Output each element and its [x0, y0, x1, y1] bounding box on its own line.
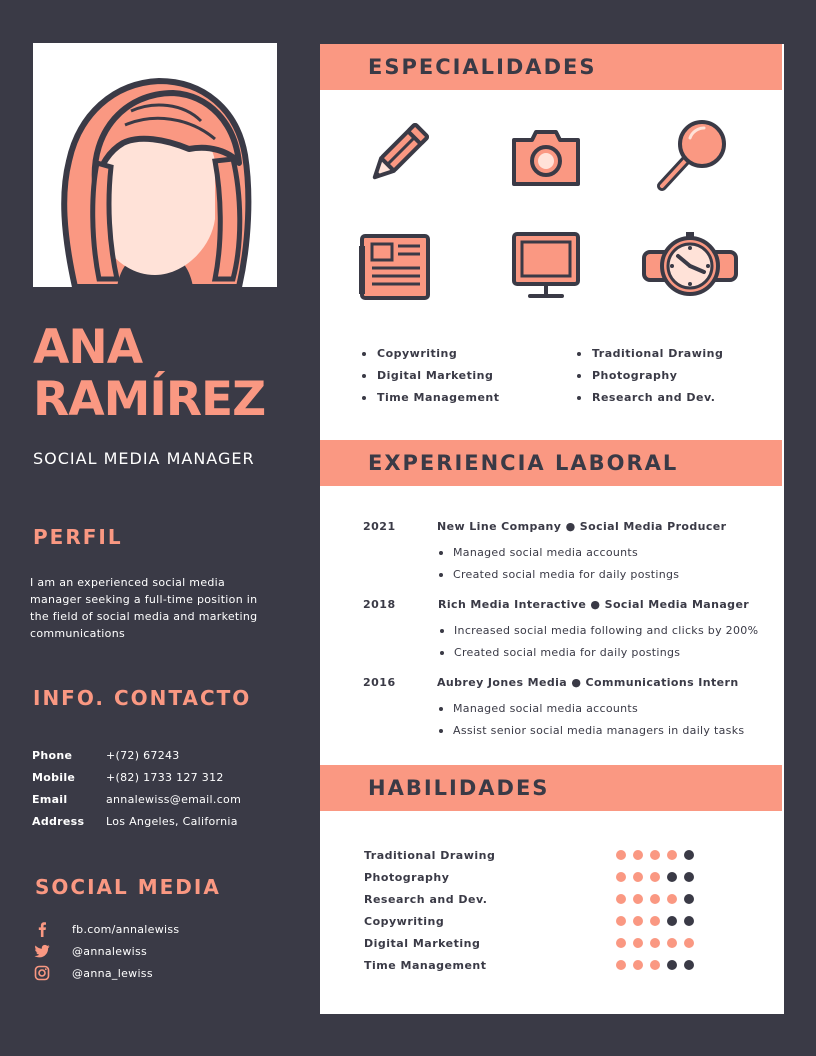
rating-dot-filled [650, 872, 660, 882]
specialties-list-right [577, 343, 723, 409]
list-item: Copywriting [362, 343, 500, 365]
pencil-icon [356, 116, 436, 196]
list-item: Created social media for daily postings [440, 642, 758, 664]
list-item: Managed social media accounts [439, 542, 679, 564]
list-item: Research and Dev. [577, 387, 723, 409]
contact-label: Phone [32, 748, 73, 762]
social-value: @anna_lewiss [72, 966, 153, 980]
rating-dot-filled [650, 938, 660, 948]
contact-label: Mobile [32, 770, 76, 784]
skill-rating [616, 916, 694, 926]
woman-avatar-icon [33, 43, 277, 287]
contact-row-address [32, 810, 292, 832]
skill-row [364, 954, 694, 976]
skill-name: Digital Marketing [364, 936, 481, 950]
rating-dot-filled [650, 850, 660, 860]
skill-name: Time Management [364, 958, 487, 972]
rating-dot-empty [684, 960, 694, 970]
contact-value: +(82) 1733 127 312 [106, 770, 224, 784]
skill-rating [616, 872, 694, 882]
skill-row [364, 844, 694, 866]
job-bullets [439, 542, 679, 586]
contact-label: Email [32, 792, 68, 806]
list-item: Time Management [362, 387, 500, 409]
list-item: Digital Marketing [362, 365, 500, 387]
contact-label: Address [32, 814, 85, 828]
list-item: Photography [577, 365, 723, 387]
rating-dot-filled [633, 960, 643, 970]
list-item: Assist senior social media managers in daily tasks [439, 720, 744, 742]
watch-icon [640, 226, 740, 306]
rating-dot-filled [633, 894, 643, 904]
newspaper-icon [356, 226, 436, 306]
contact-list [32, 744, 292, 832]
job-title: New Line Company ● Social Media Producer [437, 520, 727, 533]
list-item: Traditional Drawing [577, 343, 723, 365]
rating-dot-filled [616, 872, 626, 882]
rating-dot-filled [633, 916, 643, 926]
camera-icon [506, 116, 586, 196]
job-bullets [440, 620, 758, 664]
rating-dot-filled [667, 938, 677, 948]
avatar-illustration [33, 43, 277, 287]
skill-rating [616, 850, 694, 860]
rating-dot-filled [650, 916, 660, 926]
contact-value: +(72) 67243 [106, 748, 180, 762]
contact-value: Los Angeles, California [106, 814, 238, 828]
perfil-heading: PERFIL [33, 525, 123, 549]
rating-dot-filled [616, 960, 626, 970]
contact-heading: INFO. CONTACTO [33, 686, 252, 710]
social-heading: SOCIAL MEDIA [35, 875, 221, 899]
contact-value: annalewiss@email.com [106, 792, 242, 806]
rating-dot-empty [684, 872, 694, 882]
rating-dot-filled [667, 894, 677, 904]
skill-name: Copywriting [364, 914, 445, 928]
rating-dot-filled [650, 960, 660, 970]
job-year: 2016 [363, 676, 396, 689]
social-value: fb.com/annalewiss [72, 922, 180, 936]
rating-dot-empty [667, 960, 677, 970]
skill-rating [616, 960, 694, 970]
especialidades-banner [320, 44, 782, 90]
skill-row [364, 888, 694, 910]
contact-row-phone [32, 744, 292, 766]
skill-rating [616, 894, 694, 904]
social-value: @annalewiss [72, 944, 148, 958]
experiencia-banner [320, 440, 782, 486]
specialty-icon-grid [320, 110, 784, 310]
rating-dot-filled [616, 916, 626, 926]
skill-name: Photography [364, 870, 450, 884]
rating-dot-filled [633, 872, 643, 882]
job-year: 2018 [363, 598, 396, 611]
social-row-facebook[interactable] [34, 918, 294, 940]
facebook-icon [34, 921, 72, 937]
rating-dot-filled [616, 894, 626, 904]
twitter-icon [34, 943, 72, 959]
rating-dot-empty [667, 872, 677, 882]
contact-row-email [32, 788, 292, 810]
skill-name: Research and Dev. [364, 892, 488, 906]
rating-dot-empty [667, 916, 677, 926]
full-name [33, 322, 303, 426]
monitor-icon [506, 226, 586, 306]
specialties-list-left [362, 343, 500, 409]
habilidades-heading: HABILIDADES [368, 776, 550, 800]
rating-dot-filled [684, 938, 694, 948]
rating-dot-filled [633, 850, 643, 860]
rating-dot-filled [633, 938, 643, 948]
job-title: Aubrey Jones Media ● Communications Intern [437, 676, 739, 689]
social-row-twitter[interactable] [34, 940, 294, 962]
experiencia-heading: EXPERIENCIA LABORAL [368, 451, 679, 475]
skills-list [364, 844, 694, 976]
skill-row [364, 910, 694, 932]
list-item: Created social media for daily postings [439, 564, 679, 586]
job-year: 2021 [363, 520, 396, 533]
job-role: SOCIAL MEDIA MANAGER [33, 449, 255, 468]
first-name: ANA [33, 320, 143, 375]
rating-dot-empty [684, 850, 694, 860]
perfil-text: I am an experienced social media manager seeking a full-time position in the field of social media and marketing communications [30, 576, 258, 640]
skill-name: Traditional Drawing [364, 848, 496, 862]
social-list [34, 918, 294, 984]
rating-dot-empty [684, 916, 694, 926]
job-bullets [439, 698, 744, 742]
social-row-instagram[interactable] [34, 962, 294, 984]
especialidades-heading: ESPECIALIDADES [368, 55, 597, 79]
skill-row [364, 932, 694, 954]
rating-dot-filled [616, 938, 626, 948]
contact-row-mobile [32, 766, 292, 788]
habilidades-banner [320, 765, 782, 811]
rating-dot-filled [667, 850, 677, 860]
last-name: RAMÍREZ [33, 372, 266, 427]
list-item: Increased social media following and clicks by 200% [440, 620, 758, 642]
instagram-icon [34, 965, 72, 981]
magnifier-icon [650, 116, 730, 196]
rating-dot-filled [650, 894, 660, 904]
rating-dot-empty [684, 894, 694, 904]
rating-dot-filled [616, 850, 626, 860]
list-item: Managed social media accounts [439, 698, 744, 720]
job-title: Rich Media Interactive ● Social Media Manager [438, 598, 750, 611]
skill-rating [616, 938, 694, 948]
skill-row [364, 866, 694, 888]
